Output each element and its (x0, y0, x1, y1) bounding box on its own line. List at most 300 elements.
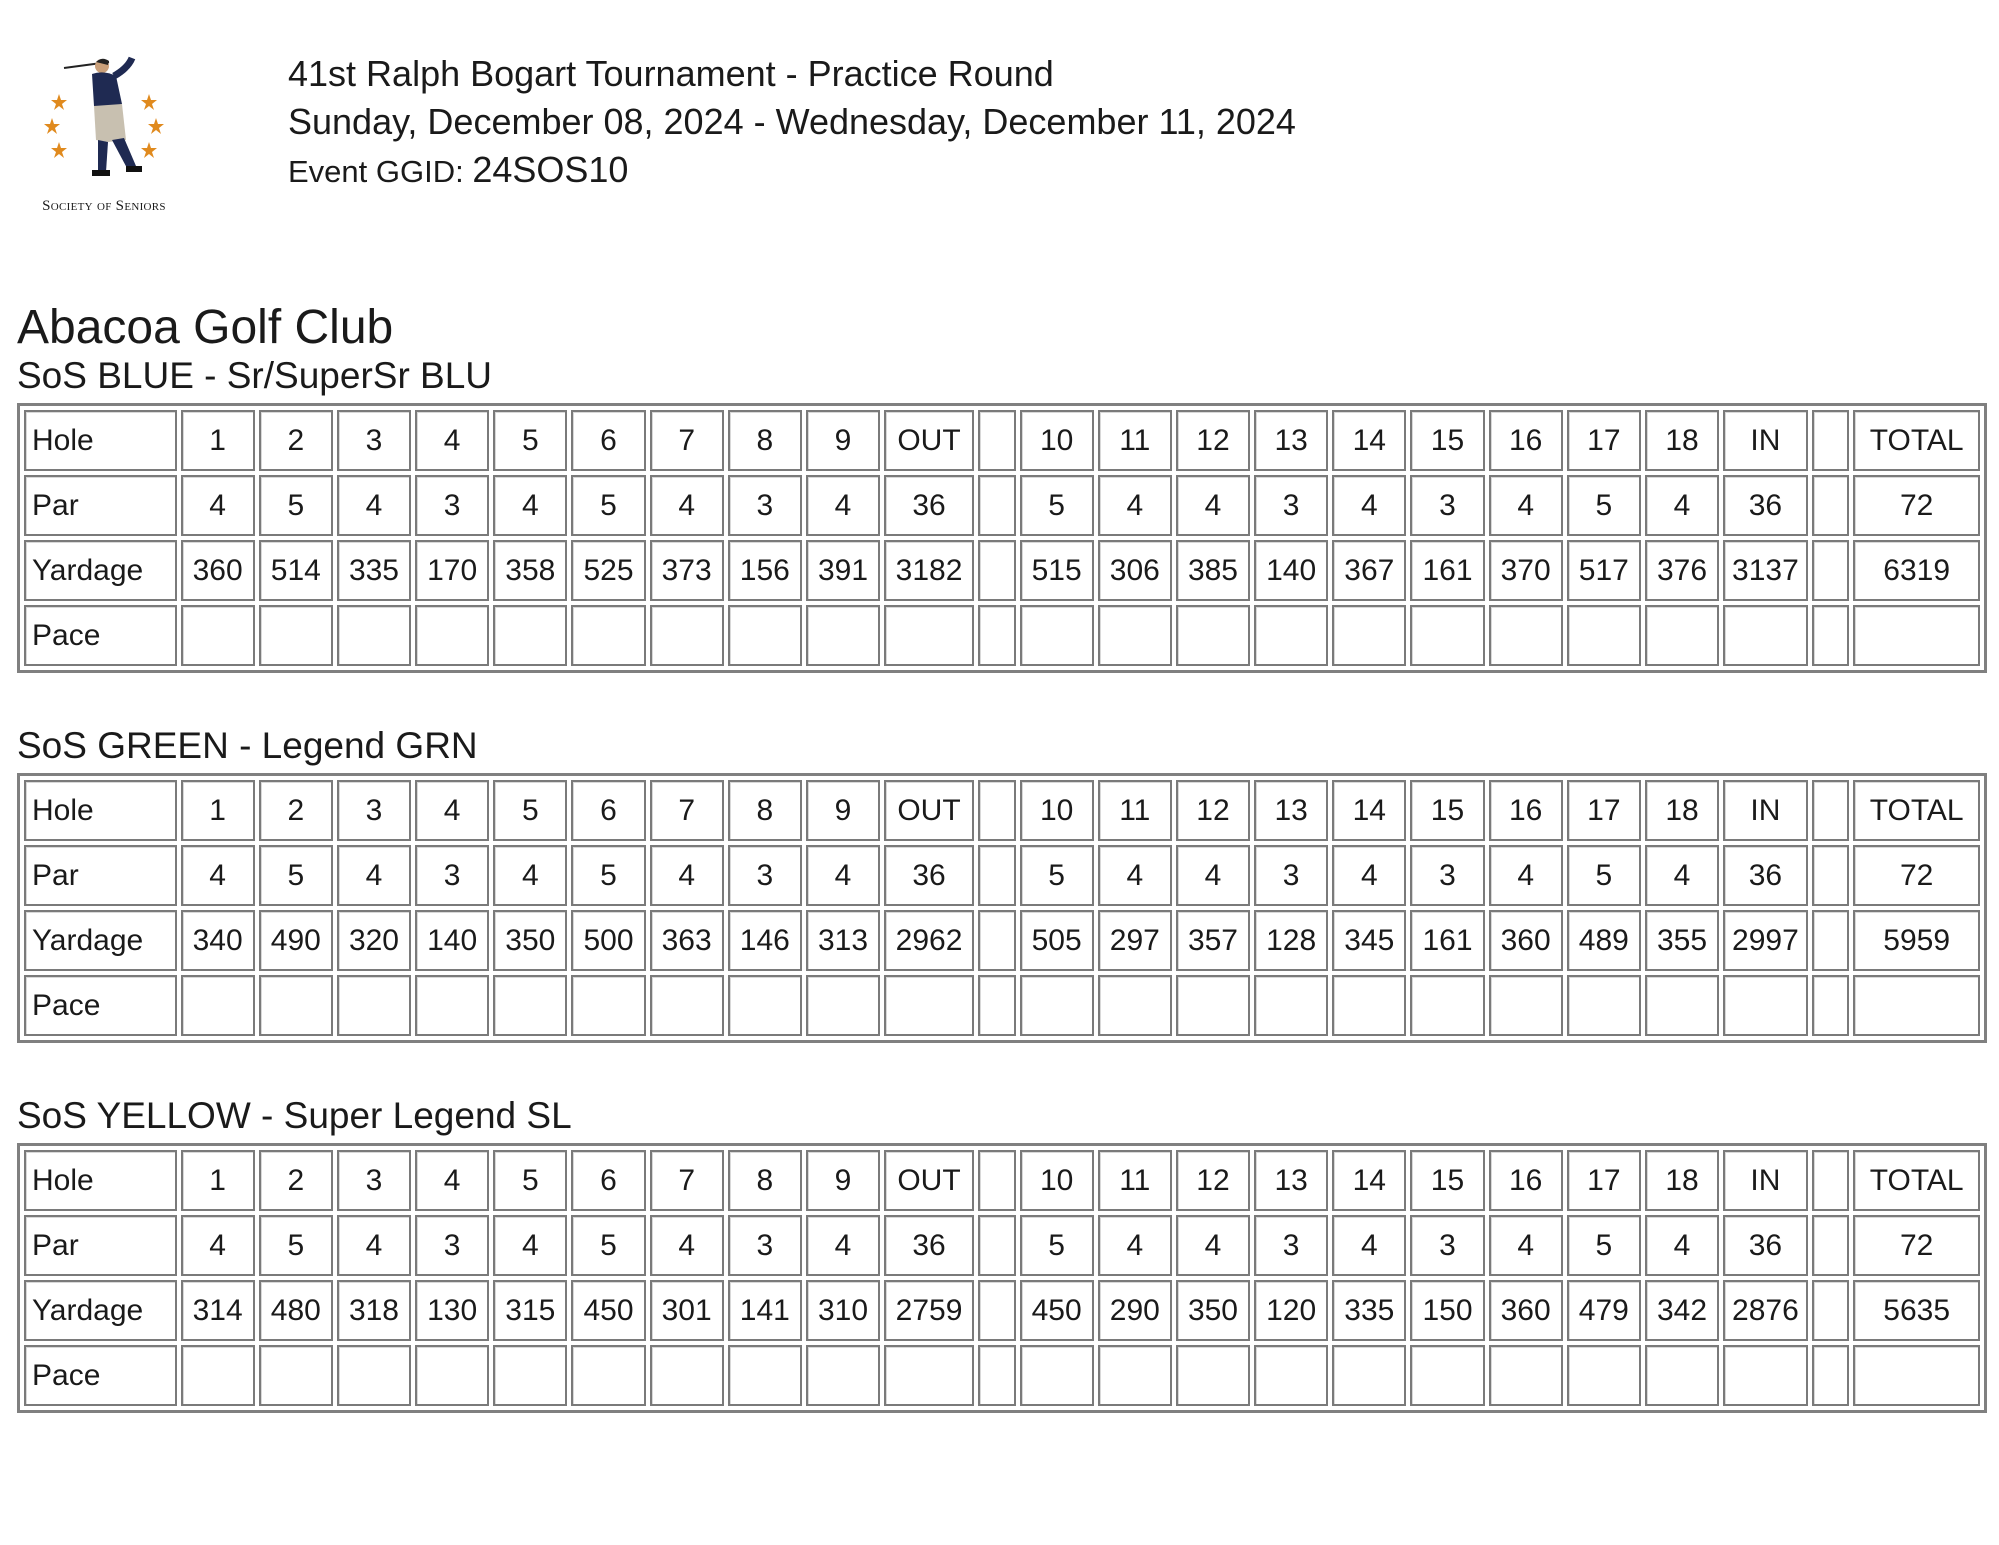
pace-cell (337, 1345, 411, 1406)
hole-cell: 13 (1254, 1150, 1328, 1211)
pace-cell (1567, 975, 1641, 1036)
event-ggid (288, 146, 1296, 196)
par-in-cell: 36 (1723, 845, 1808, 906)
par-label: Par (24, 1215, 177, 1276)
hole-out-cell: OUT (884, 1150, 974, 1211)
spacer-cell (1812, 540, 1850, 601)
pace-cell (1254, 975, 1328, 1036)
hole-cell: 2 (259, 1150, 333, 1211)
pace-cell (1020, 605, 1094, 666)
par-total-cell: 72 (1853, 475, 1980, 536)
pace-cell (337, 605, 411, 666)
pace-cell (1098, 1345, 1172, 1406)
spacer-cell (1812, 410, 1850, 471)
par-cell: 4 (337, 845, 411, 906)
par-cell: 5 (1567, 475, 1641, 536)
yardage-cell: 517 (1567, 540, 1641, 601)
hole-cell: 14 (1332, 1150, 1406, 1211)
pace-cell (571, 975, 645, 1036)
pace-cell (728, 605, 802, 666)
par-cell: 3 (728, 475, 802, 536)
par-row (24, 845, 1980, 906)
pace-cell (1098, 975, 1172, 1036)
pace-cell (571, 1345, 645, 1406)
par-cell: 4 (650, 845, 724, 906)
yardage-cell: 489 (1567, 910, 1641, 971)
par-total-cell: 72 (1853, 1215, 1980, 1276)
par-row (24, 1215, 1980, 1276)
spacer-cell (978, 845, 1016, 906)
yardage-cell: 525 (571, 540, 645, 601)
yardage-cell: 335 (337, 540, 411, 601)
scorecard-table (17, 403, 1987, 673)
hole-row (24, 1150, 1980, 1211)
yardage-cell: 367 (1332, 540, 1406, 601)
hole-row (24, 780, 1980, 841)
yardage-cell: 301 (650, 1280, 724, 1341)
pace-row (24, 975, 1980, 1036)
tee-title: SoS BLUE - Sr/SuperSr BLU (17, 355, 493, 396)
spacer-cell (978, 540, 1016, 601)
hole-label: Hole (24, 780, 177, 841)
pace-label: Pace (24, 605, 177, 666)
pace-out-cell (884, 605, 974, 666)
par-label: Par (24, 845, 177, 906)
yardage-label: Yardage (24, 540, 177, 601)
spacer-cell (1812, 780, 1850, 841)
hole-cell: 8 (728, 410, 802, 471)
par-label: Par (24, 475, 177, 536)
par-cell: 4 (1176, 1215, 1250, 1276)
spacer-cell (978, 1150, 1016, 1211)
pace-row (24, 1345, 1980, 1406)
par-cell: 4 (1332, 475, 1406, 536)
par-cell: 4 (181, 1215, 255, 1276)
hole-cell: 11 (1098, 780, 1172, 841)
par-cell: 4 (1098, 1215, 1172, 1276)
hole-cell: 15 (1410, 1150, 1484, 1211)
yardage-cell: 141 (728, 1280, 802, 1341)
hole-cell: 3 (337, 410, 411, 471)
scorecard-table (17, 773, 1987, 1043)
yardage-cell: 161 (1410, 540, 1484, 601)
pace-cell (181, 975, 255, 1036)
hole-total-cell: TOTAL (1853, 410, 1980, 471)
yardage-total-cell: 5635 (1853, 1280, 1980, 1341)
par-cell: 4 (1176, 475, 1250, 536)
yardage-cell: 505 (1020, 910, 1094, 971)
hole-cell: 2 (259, 410, 333, 471)
hole-cell: 6 (571, 1150, 645, 1211)
yardage-cell: 342 (1645, 1280, 1719, 1341)
par-cell: 4 (650, 475, 724, 536)
par-out-cell: 36 (884, 1215, 974, 1276)
golfer-logo-icon (24, 48, 174, 198)
par-cell: 3 (1410, 475, 1484, 536)
pace-cell (1489, 605, 1563, 666)
hole-cell: 15 (1410, 780, 1484, 841)
hole-cell: 13 (1254, 780, 1328, 841)
yardage-cell: 360 (1489, 910, 1563, 971)
spacer-cell (978, 1345, 1016, 1406)
club-name: Abacoa Golf Club (17, 301, 394, 355)
spacer-cell (978, 910, 1016, 971)
yardage-cell: 306 (1098, 540, 1172, 601)
pace-cell (650, 605, 724, 666)
yardage-cell: 140 (1254, 540, 1328, 601)
yardage-total-cell: 6319 (1853, 540, 1980, 601)
pace-cell (728, 1345, 802, 1406)
tee-title: SoS GREEN - Legend GRN (17, 725, 478, 766)
par-cell: 5 (1020, 845, 1094, 906)
hole-cell: 10 (1020, 410, 1094, 471)
logo-text: Society of Seniors (42, 198, 166, 214)
yardage-cell: 358 (493, 540, 567, 601)
yardage-cell: 360 (181, 540, 255, 601)
spacer-cell (978, 975, 1016, 1036)
hole-cell: 4 (415, 780, 489, 841)
pace-label: Pace (24, 975, 177, 1036)
pace-cell (1176, 605, 1250, 666)
par-cell: 5 (259, 475, 333, 536)
yardage-cell: 314 (181, 1280, 255, 1341)
pace-cell (1645, 605, 1719, 666)
hole-cell: 12 (1176, 1150, 1250, 1211)
ggid-label: Event GGID: (288, 154, 473, 189)
pace-cell (1254, 605, 1328, 666)
yardage-cell: 130 (415, 1280, 489, 1341)
pace-cell (1489, 1345, 1563, 1406)
hole-cell: 16 (1489, 1150, 1563, 1211)
hole-cell: 11 (1098, 410, 1172, 471)
par-cell: 4 (1645, 475, 1719, 536)
yardage-cell: 363 (650, 910, 724, 971)
par-cell: 5 (1020, 1215, 1094, 1276)
event-header (288, 50, 1296, 196)
yardage-cell: 514 (259, 540, 333, 601)
hole-cell: 5 (493, 410, 567, 471)
event-title: 41st Ralph Bogart Tournament - Practice Round (288, 53, 1054, 94)
hole-cell: 17 (1567, 410, 1641, 471)
yardage-cell: 313 (806, 910, 880, 971)
par-cell: 4 (1645, 845, 1719, 906)
pace-cell (1332, 605, 1406, 666)
par-cell: 4 (1489, 845, 1563, 906)
pace-cell (1254, 1345, 1328, 1406)
spacer-cell (1812, 475, 1850, 536)
pace-cell (181, 1345, 255, 1406)
hole-cell: 18 (1645, 410, 1719, 471)
yardage-cell: 150 (1410, 1280, 1484, 1341)
par-cell: 4 (1645, 1215, 1719, 1276)
yardage-total-cell: 5959 (1853, 910, 1980, 971)
yardage-cell: 120 (1254, 1280, 1328, 1341)
yardage-cell: 370 (1489, 540, 1563, 601)
yardage-cell: 450 (571, 1280, 645, 1341)
par-out-cell: 36 (884, 475, 974, 536)
par-cell: 3 (415, 845, 489, 906)
par-cell: 4 (1098, 845, 1172, 906)
hole-cell: 9 (806, 410, 880, 471)
hole-cell: 4 (415, 1150, 489, 1211)
yardage-cell: 385 (1176, 540, 1250, 601)
spacer-cell (1812, 605, 1850, 666)
yardage-cell: 515 (1020, 540, 1094, 601)
yardage-cell: 373 (650, 540, 724, 601)
par-in-cell: 36 (1723, 475, 1808, 536)
pace-cell (806, 1345, 880, 1406)
hole-cell: 1 (181, 780, 255, 841)
spacer-cell (1812, 910, 1850, 971)
pace-total-cell (1853, 975, 1980, 1036)
hole-row (24, 410, 1980, 471)
pace-cell (493, 605, 567, 666)
society-of-seniors-logo (24, 48, 194, 224)
hole-cell: 17 (1567, 780, 1641, 841)
spacer-cell (978, 780, 1016, 841)
hole-out-cell: OUT (884, 780, 974, 841)
par-cell: 5 (571, 1215, 645, 1276)
pace-total-cell (1853, 605, 1980, 666)
pace-cell (1567, 605, 1641, 666)
hole-total-cell: TOTAL (1853, 1150, 1980, 1211)
par-cell: 3 (1254, 845, 1328, 906)
ggid-value: 24SOS10 (472, 149, 629, 190)
par-cell: 3 (415, 1215, 489, 1276)
par-cell: 5 (1567, 1215, 1641, 1276)
par-cell: 4 (1489, 475, 1563, 536)
yardage-label: Yardage (24, 910, 177, 971)
par-cell: 3 (728, 845, 802, 906)
yardage-label: Yardage (24, 1280, 177, 1341)
yardage-cell: 310 (806, 1280, 880, 1341)
hole-cell: 9 (806, 1150, 880, 1211)
hole-cell: 7 (650, 1150, 724, 1211)
par-cell: 4 (493, 1215, 567, 1276)
yardage-cell: 146 (728, 910, 802, 971)
yardage-cell: 350 (1176, 1280, 1250, 1341)
par-cell: 5 (1020, 475, 1094, 536)
yardage-cell: 320 (337, 910, 411, 971)
hole-cell: 12 (1176, 410, 1250, 471)
pace-cell (415, 975, 489, 1036)
hole-cell: 7 (650, 410, 724, 471)
yardage-cell: 480 (259, 1280, 333, 1341)
yardage-row (24, 1280, 1980, 1341)
hole-cell: 14 (1332, 780, 1406, 841)
hole-cell: 4 (415, 410, 489, 471)
hole-cell: 3 (337, 780, 411, 841)
par-cell: 5 (259, 1215, 333, 1276)
pace-out-cell (884, 975, 974, 1036)
yardage-cell: 297 (1098, 910, 1172, 971)
hole-cell: 13 (1254, 410, 1328, 471)
hole-label: Hole (24, 1150, 177, 1211)
hole-cell: 9 (806, 780, 880, 841)
hole-cell: 18 (1645, 1150, 1719, 1211)
hole-cell: 3 (337, 1150, 411, 1211)
par-cell: 4 (1176, 845, 1250, 906)
yardage-cell: 128 (1254, 910, 1328, 971)
hole-cell: 10 (1020, 1150, 1094, 1211)
hole-cell: 11 (1098, 1150, 1172, 1211)
yardage-cell: 376 (1645, 540, 1719, 601)
pace-cell (728, 975, 802, 1036)
pace-in-cell (1723, 1345, 1808, 1406)
hole-cell: 16 (1489, 780, 1563, 841)
pace-in-cell (1723, 605, 1808, 666)
spacer-cell (1812, 975, 1850, 1036)
yardage-cell: 140 (415, 910, 489, 971)
par-cell: 4 (181, 475, 255, 536)
hole-cell: 8 (728, 780, 802, 841)
pace-cell (259, 975, 333, 1036)
pace-cell (1567, 1345, 1641, 1406)
par-cell: 4 (1332, 845, 1406, 906)
yardage-cell: 335 (1332, 1280, 1406, 1341)
par-cell: 3 (1410, 845, 1484, 906)
hole-label: Hole (24, 410, 177, 471)
par-cell: 4 (1332, 1215, 1406, 1276)
spacer-cell (1812, 845, 1850, 906)
pace-cell (493, 1345, 567, 1406)
yardage-cell: 170 (415, 540, 489, 601)
par-out-cell: 36 (884, 845, 974, 906)
yardage-cell: 490 (259, 910, 333, 971)
hole-cell: 1 (181, 1150, 255, 1211)
hole-cell: 10 (1020, 780, 1094, 841)
par-cell: 3 (1254, 475, 1328, 536)
yardage-row (24, 910, 1980, 971)
hole-cell: 12 (1176, 780, 1250, 841)
hole-cell: 5 (493, 780, 567, 841)
pace-cell (1176, 975, 1250, 1036)
spacer-cell (978, 1280, 1016, 1341)
par-total-cell: 72 (1853, 845, 1980, 906)
yardage-cell: 290 (1098, 1280, 1172, 1341)
pace-cell (1489, 975, 1563, 1036)
pace-cell (337, 975, 411, 1036)
yardage-in-cell: 2876 (1723, 1280, 1808, 1341)
spacer-cell (978, 410, 1016, 471)
hole-out-cell: OUT (884, 410, 974, 471)
pace-cell (415, 605, 489, 666)
pace-cell (493, 975, 567, 1036)
par-cell: 3 (415, 475, 489, 536)
pace-label: Pace (24, 1345, 177, 1406)
par-cell: 5 (571, 475, 645, 536)
pace-cell (259, 605, 333, 666)
hole-in-cell: IN (1723, 410, 1808, 471)
par-cell: 3 (728, 1215, 802, 1276)
spacer-cell (978, 1215, 1016, 1276)
hole-cell: 8 (728, 1150, 802, 1211)
par-row (24, 475, 1980, 536)
pace-cell (1410, 1345, 1484, 1406)
pace-cell (415, 1345, 489, 1406)
pace-cell (1410, 975, 1484, 1036)
yardage-in-cell: 2997 (1723, 910, 1808, 971)
par-cell: 4 (493, 845, 567, 906)
par-cell: 4 (1098, 475, 1172, 536)
spacer-cell (978, 475, 1016, 536)
pace-row (24, 605, 1980, 666)
pace-cell (181, 605, 255, 666)
spacer-cell (1812, 1150, 1850, 1211)
pace-cell (1098, 605, 1172, 666)
pace-cell (1332, 1345, 1406, 1406)
hole-cell: 6 (571, 780, 645, 841)
par-cell: 3 (1254, 1215, 1328, 1276)
pace-cell (1645, 975, 1719, 1036)
par-cell: 4 (1489, 1215, 1563, 1276)
yardage-cell: 500 (571, 910, 645, 971)
pace-total-cell (1853, 1345, 1980, 1406)
par-cell: 4 (337, 1215, 411, 1276)
par-cell: 4 (806, 1215, 880, 1276)
par-cell: 4 (806, 475, 880, 536)
pace-cell (806, 605, 880, 666)
spacer-cell (1812, 1215, 1850, 1276)
yardage-out-cell: 2962 (884, 910, 974, 971)
par-cell: 3 (1410, 1215, 1484, 1276)
pace-cell (650, 1345, 724, 1406)
pace-cell (1332, 975, 1406, 1036)
spacer-cell (1812, 1280, 1850, 1341)
pace-cell (1020, 1345, 1094, 1406)
hole-cell: 6 (571, 410, 645, 471)
pace-cell (571, 605, 645, 666)
par-cell: 5 (259, 845, 333, 906)
hole-cell: 1 (181, 410, 255, 471)
pace-cell (1410, 605, 1484, 666)
scorecard-table (17, 1143, 1987, 1413)
par-cell: 4 (806, 845, 880, 906)
hole-in-cell: IN (1723, 1150, 1808, 1211)
par-cell: 5 (571, 845, 645, 906)
yardage-cell: 345 (1332, 910, 1406, 971)
yardage-cell: 479 (1567, 1280, 1641, 1341)
yardage-out-cell: 2759 (884, 1280, 974, 1341)
yardage-in-cell: 3137 (1723, 540, 1808, 601)
yardage-cell: 340 (181, 910, 255, 971)
hole-in-cell: IN (1723, 780, 1808, 841)
pace-cell (1176, 1345, 1250, 1406)
yardage-cell: 161 (1410, 910, 1484, 971)
yardage-cell: 156 (728, 540, 802, 601)
hole-cell: 15 (1410, 410, 1484, 471)
event-dates: Sunday, December 08, 2024 - Wednesday, December 11, 2024 (288, 101, 1296, 142)
yardage-cell: 318 (337, 1280, 411, 1341)
yardage-cell: 350 (493, 910, 567, 971)
yardage-cell: 360 (1489, 1280, 1563, 1341)
hole-cell: 16 (1489, 410, 1563, 471)
yardage-out-cell: 3182 (884, 540, 974, 601)
yardage-cell: 357 (1176, 910, 1250, 971)
spacer-cell (978, 605, 1016, 666)
yardage-cell: 315 (493, 1280, 567, 1341)
par-cell: 4 (337, 475, 411, 536)
par-cell: 4 (181, 845, 255, 906)
tee-title: SoS YELLOW - Super Legend SL (17, 1095, 572, 1136)
yardage-row (24, 540, 1980, 601)
par-cell: 5 (1567, 845, 1641, 906)
yardage-cell: 355 (1645, 910, 1719, 971)
pace-cell (650, 975, 724, 1036)
pace-cell (259, 1345, 333, 1406)
hole-cell: 7 (650, 780, 724, 841)
pace-cell (1020, 975, 1094, 1036)
